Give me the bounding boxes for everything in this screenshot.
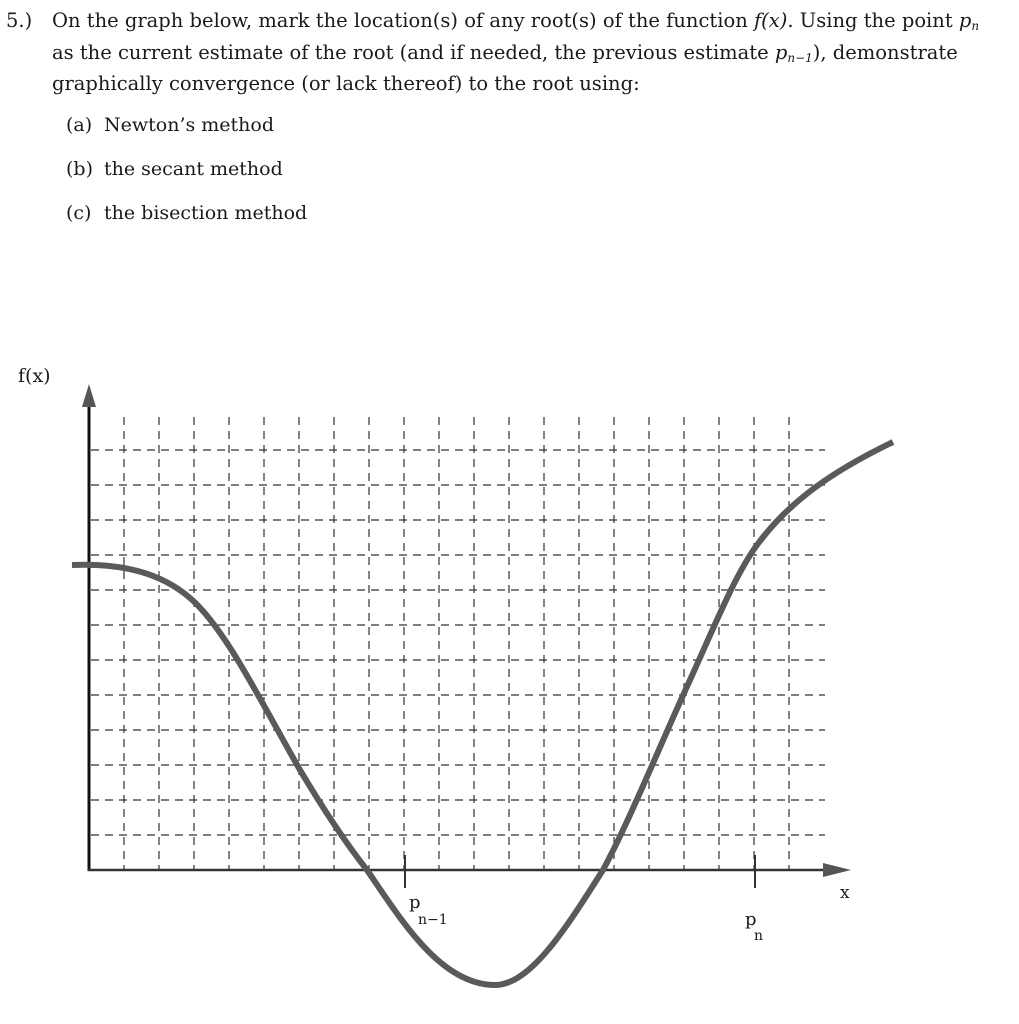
pn-1-label: p: [409, 892, 421, 913]
function-symbol: f(x): [753, 9, 788, 32]
text-segment: as the current estimate of the root (and if needed, the previous estimate: [52, 40, 775, 64]
item-text: the bisection method: [104, 202, 308, 224]
function-curve: [72, 442, 893, 985]
text-segment: ), demonstrate graphically convergence (or lack thereof) to the root using:: [52, 40, 958, 95]
item-label: (c): [66, 202, 92, 224]
pn-subscript: n: [971, 19, 980, 33]
y-axis-arrow-icon: [82, 384, 96, 407]
item-text: Newton’s method: [104, 114, 275, 136]
item-text: the secant method: [104, 158, 283, 180]
problem-number: 5.): [6, 9, 33, 32]
item-label: (b): [66, 158, 93, 180]
pn1-symbol: p: [774, 40, 788, 64]
pn-symbol: p: [958, 9, 972, 32]
item-label: (a): [66, 114, 93, 136]
x-axis-arrow-icon: [823, 863, 851, 877]
pn-1-subscript: n−1: [418, 912, 448, 928]
pn-label: p: [745, 909, 757, 930]
pn-subscript: n: [754, 928, 764, 944]
text-segment: On the graph below, mark the location(s) of any root(s) of the function: [52, 9, 754, 32]
x-axis-label: x: [840, 883, 850, 903]
pn1-subscript: n−1: [787, 50, 813, 65]
grid-horizontal: [91, 450, 825, 835]
y-axis-label: f(x): [18, 365, 51, 387]
text-segment: . Using the point: [787, 9, 959, 32]
